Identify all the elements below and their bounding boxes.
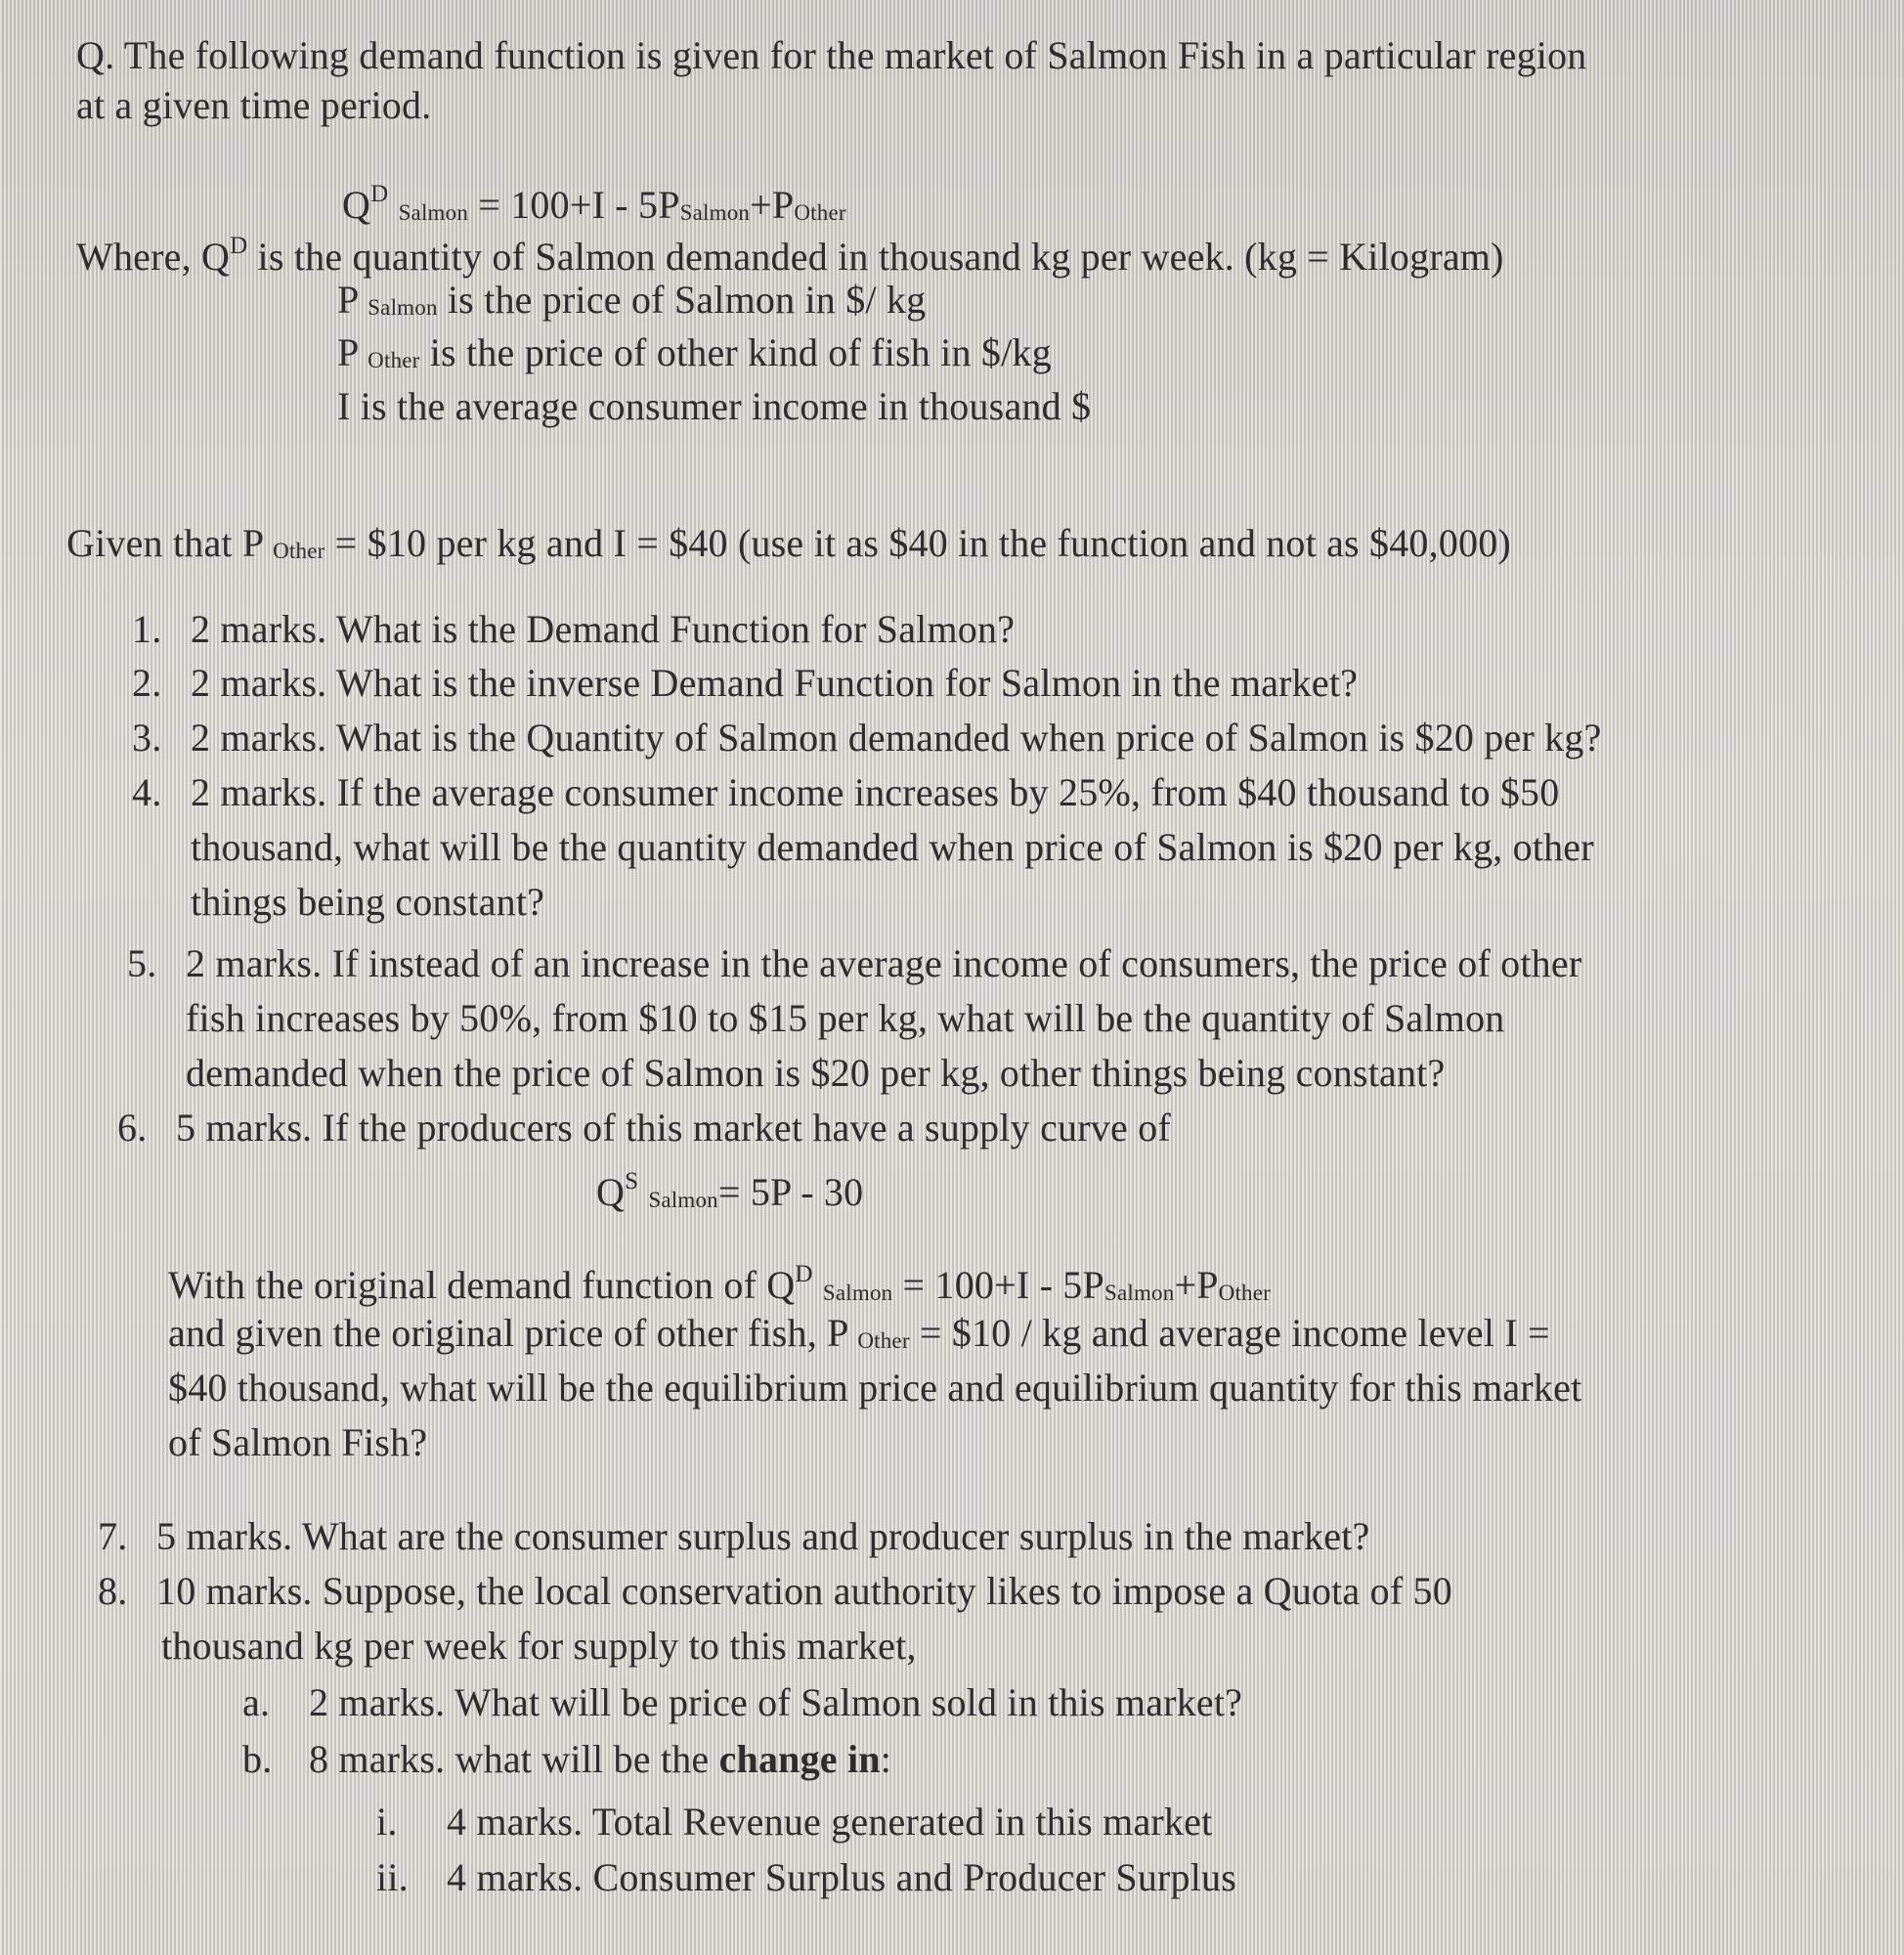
followup-sub: Other xyxy=(857,1328,910,1353)
demand-sup: D xyxy=(370,181,389,207)
item-5-line-2: fish increases by 50%, from $10 to $15 per kg, what will be the quantity of Salmon xyxy=(186,996,1505,1040)
subitem-label: b. xyxy=(242,1737,273,1781)
def-sub: Salmon xyxy=(368,295,438,320)
subitem-text: 2 marks. What will be price of Salmon sold in this market? xyxy=(309,1680,1243,1724)
def-text: is the price of Salmon in $/ kg xyxy=(437,278,927,322)
subitem-a xyxy=(242,1679,1242,1726)
item-4-line-3: things being constant? xyxy=(191,880,545,924)
definition-income xyxy=(337,383,1091,430)
item-1 xyxy=(132,606,1015,653)
where-post: is the quantity of Salmon demanded in thousand kg per week. (kg = Kilogram) xyxy=(247,235,1504,279)
item-3 xyxy=(132,715,1602,761)
supply-q: Q xyxy=(596,1170,626,1214)
followup-sub2: Salmon xyxy=(1103,1281,1175,1305)
item-number: 7. xyxy=(98,1514,128,1558)
where-line xyxy=(76,223,1504,281)
supply-sub: Salmon xyxy=(648,1188,718,1212)
followup-sup: D xyxy=(795,1261,813,1287)
def-text: is the price of other kind of fish in $/kg xyxy=(419,330,1052,374)
given-post: = $10 per kg and I = $40 (use it as $40 in the function and not as $40,000) xyxy=(325,521,1511,565)
item-text: 2 marks. If instead of an increase in the average income of consumers, the price of other xyxy=(186,941,1582,985)
supply-sup: S xyxy=(625,1168,639,1195)
followup-pre2: and given the original price of other fish, P xyxy=(168,1311,858,1355)
item-number: 6. xyxy=(117,1106,148,1150)
supply-function xyxy=(596,1158,863,1224)
followup-pre: With the original demand function of Q xyxy=(168,1263,796,1307)
def-sub: Other xyxy=(368,348,420,372)
item-5-line-3: demanded when the price of Salmon is $20 per kg, other things being constant? xyxy=(186,1051,1446,1095)
intro-line-1: Q. The following demand function is given for the market of Salmon Fish in a particular region xyxy=(76,33,1587,77)
item-8 xyxy=(98,1568,1452,1615)
item-8-line-2: thousand kg per week for supply to this market, xyxy=(161,1624,917,1668)
item-7 xyxy=(98,1513,1369,1560)
where-sup: D xyxy=(230,233,248,259)
intro-line-2: at a given time period. xyxy=(76,83,432,127)
subitem-text-pre: 8 marks. what will be the xyxy=(309,1737,719,1781)
item-text: 2 marks. What is the Quantity of Salmon demanded when price of Salmon is $20 per kg? xyxy=(191,716,1602,760)
given-line xyxy=(66,520,1511,575)
demand-sub-salmon: Salmon xyxy=(398,200,469,225)
item-number: 3. xyxy=(132,716,162,760)
where-pre: Where, Q xyxy=(76,235,231,279)
item-text: 5 marks. If the producers of this market have a supply curve of xyxy=(176,1106,1171,1150)
def-var: P xyxy=(337,330,368,374)
item-4 xyxy=(132,769,1559,816)
followup-line-2 xyxy=(168,1310,1550,1365)
followup-line-1 xyxy=(168,1251,1271,1317)
demand-plus: +P xyxy=(750,183,795,227)
item-6 xyxy=(117,1105,1171,1151)
demand-q: Q xyxy=(342,183,371,227)
definition-p-other xyxy=(337,329,1052,384)
item-text: 5 marks. What are the consumer surplus and producer surplus in the market? xyxy=(156,1514,1370,1558)
item-number: 5. xyxy=(127,941,157,985)
given-sub: Other xyxy=(273,539,325,563)
demand-sub-salmon-2: Salmon xyxy=(679,200,751,225)
followup-sub3: Other xyxy=(1218,1281,1272,1305)
item-5 xyxy=(127,940,1581,987)
item-text: 2 marks. If the average consumer income increases by 25%, from $40 thousand to $50 xyxy=(191,770,1560,814)
supply-rest: = 5P - 30 xyxy=(717,1170,864,1214)
item-4-line-2: thousand, what will be the quantity demanded when price of Salmon is $20 per kg, other xyxy=(191,825,1594,869)
subitem-text: 4 marks. Consumer Surplus and Producer Surplus xyxy=(447,1855,1237,1899)
item-number: 4. xyxy=(132,770,162,814)
given-pre: Given that P xyxy=(66,521,274,565)
subitem-b xyxy=(242,1736,891,1783)
def-var: P xyxy=(337,278,368,322)
subitem-text-post: : xyxy=(880,1737,892,1781)
item-text: 2 marks. What is the inverse Demand Function for Salmon in the market? xyxy=(191,661,1359,705)
demand-sub-other: Other xyxy=(794,200,846,225)
def-text: I is the average consumer income in thousand $ xyxy=(337,384,1092,428)
item-number: 8. xyxy=(98,1569,128,1613)
item-number: 1. xyxy=(132,607,162,651)
item-text: 10 marks. Suppose, the local conservation authority likes to impose a Quota of 50 xyxy=(156,1569,1452,1613)
subitem-text-bold: change in xyxy=(718,1737,881,1781)
followup-sub1: Salmon xyxy=(822,1281,893,1305)
followup-post2: = $10 / kg and average income level I = xyxy=(909,1311,1550,1355)
followup-line-4: of Salmon Fish? xyxy=(168,1420,428,1464)
item-number: 2. xyxy=(132,661,162,705)
followup-mid: = 100+I - 5P xyxy=(892,1263,1104,1307)
subitem-i xyxy=(376,1799,1212,1846)
subitem-label: ii. xyxy=(376,1855,409,1899)
followup-line-3: $40 thousand, what will be the equilibrium price and equilibrium quantity for this market xyxy=(168,1366,1582,1410)
item-2 xyxy=(132,660,1358,707)
definition-p-salmon xyxy=(337,277,926,331)
subitem-label: i. xyxy=(376,1800,398,1844)
subitem-ii xyxy=(376,1854,1236,1901)
item-text: 2 marks. What is the Demand Function for Salmon? xyxy=(191,607,1016,651)
followup-plus: +P xyxy=(1174,1263,1219,1307)
subitem-label: a. xyxy=(242,1680,271,1724)
subitem-text: 4 marks. Total Revenue generated in this market xyxy=(447,1800,1213,1844)
demand-mid: = 100+I - 5P xyxy=(468,183,680,227)
